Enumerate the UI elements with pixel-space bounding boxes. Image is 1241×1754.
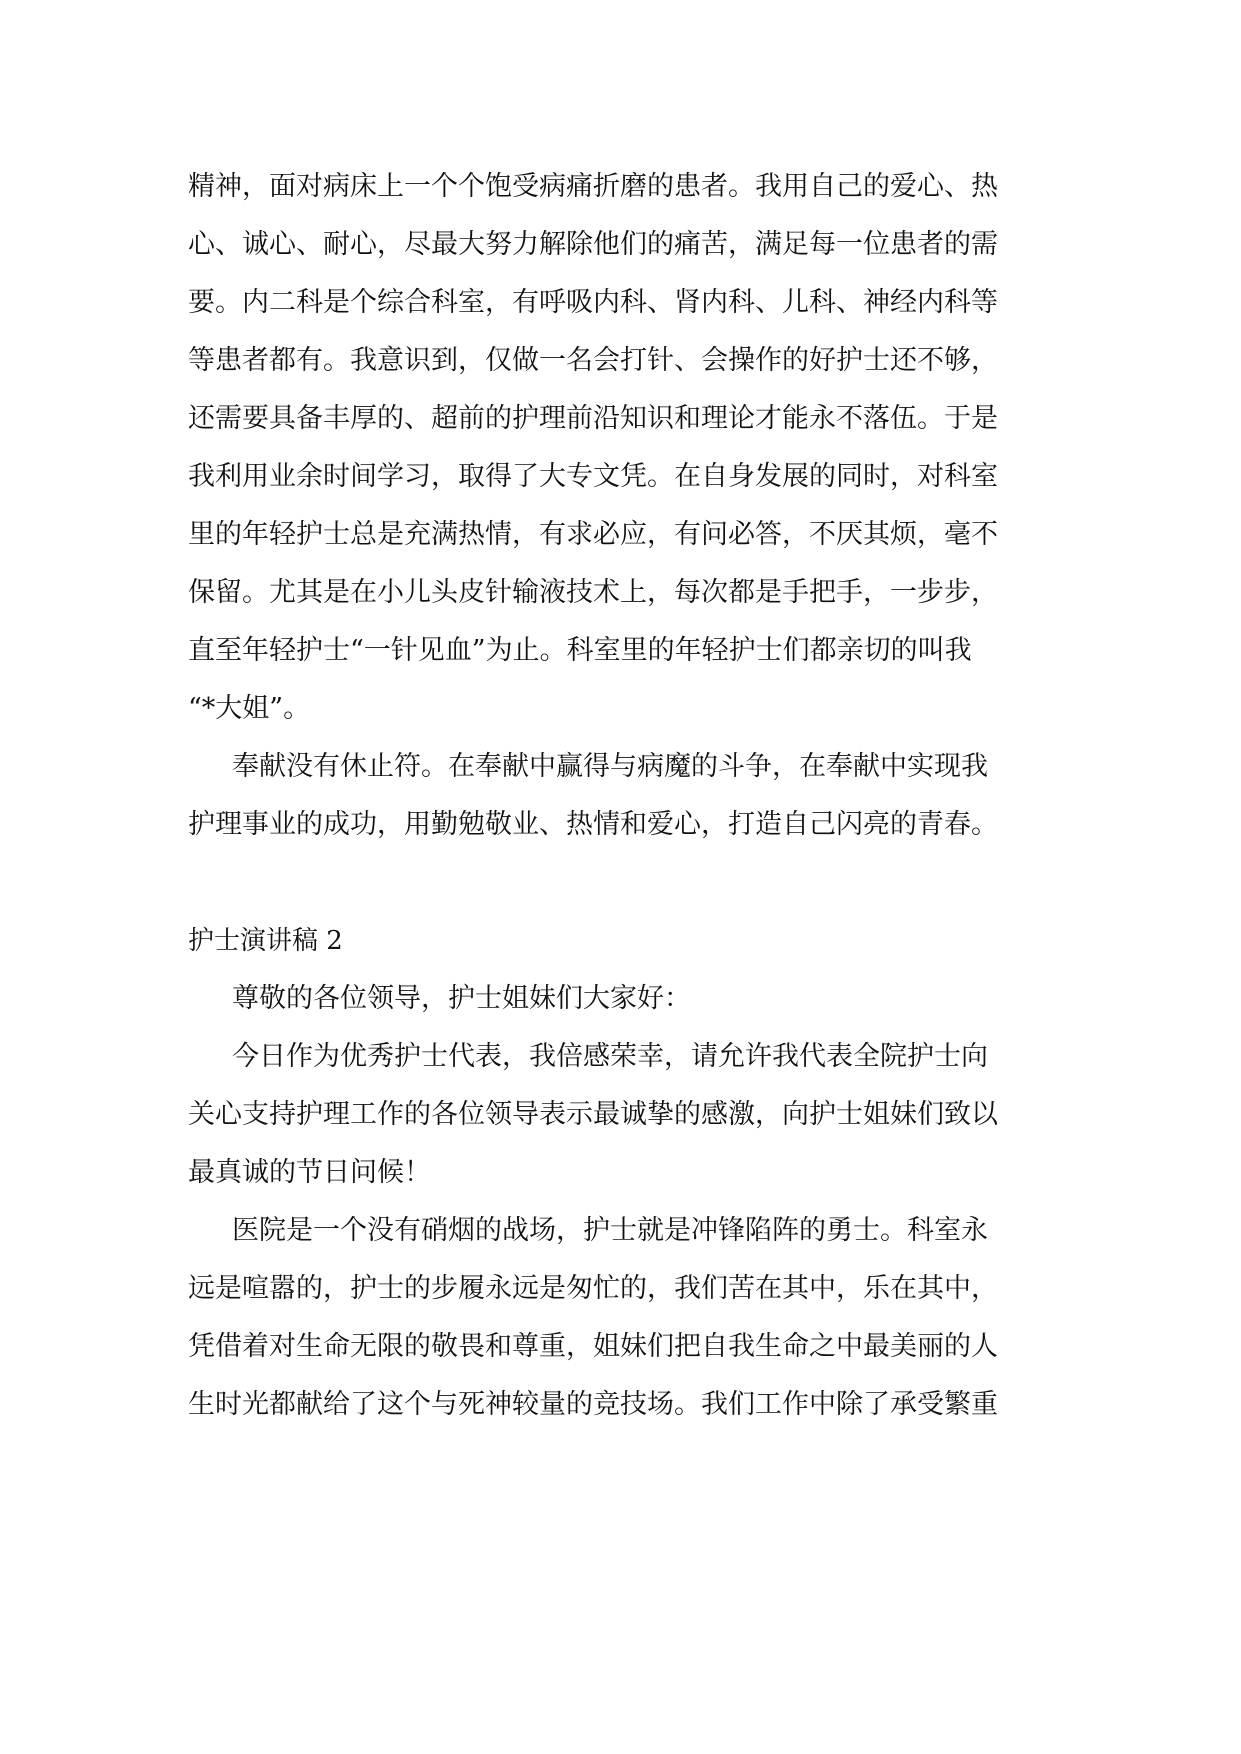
text-line: 精神，面对病床上一个个饱受病痛折磨的患者。我用自己的爱心、热	[188, 171, 998, 202]
text-line: 要。内二科是个综合科室，有呼吸内科、肾内科、儿科、神经内科等	[188, 287, 998, 318]
blank-line	[188, 854, 1054, 912]
text-line: 里的年轻护士总是充满热情，有求必应，有问必答，不厌其烦，毫不	[188, 519, 998, 550]
text-line: 我利用业余时间学习，取得了大专文凭。在自身发展的同时，对科室	[188, 461, 998, 492]
greeting-line: 尊敬的各位领导，护士姐妹们大家好：	[232, 983, 691, 1014]
text-line: 等患者都有。我意识到，仅做一名会打针、会操作的好护士还不够，	[188, 345, 998, 376]
text-line: 生时光都献给了这个与死神较量的竞技场。我们工作中除了承受繁重	[188, 1389, 998, 1420]
section-title: 护士演讲稿 2	[188, 926, 343, 956]
text-line: 今日作为优秀护士代表，我倍感荣幸，请允许我代表全院护士向	[232, 1041, 988, 1072]
text-line: 最真诚的节日问候！	[188, 1157, 431, 1188]
text-line: 奉献没有休止符。在奉献中赢得与病魔的斗争，在奉献中实现我	[232, 751, 988, 782]
text-line: 关心支持护理工作的各位领导表示最诚挚的感激，向护士姐妹们致以	[188, 1099, 998, 1130]
paragraph-thanks	[188, 1028, 1054, 1202]
text-line: 医院是一个没有硝烟的战场，护士就是冲锋陷阵的勇士。科室永	[232, 1215, 988, 1246]
paragraph-hospital	[188, 1202, 1054, 1434]
paragraph-dedication	[188, 738, 1054, 854]
text-line: 护理事业的成功，用勤勉敬业、热情和爱心，打造自己闪亮的青春。	[188, 809, 998, 840]
text-line: 直至年轻护士“一针见血”为止。科室里的年轻护士们都亲切的叫我	[188, 635, 972, 666]
text-line: 保留。尤其是在小儿头皮针输液技术上，每次都是手把手，一步步，	[188, 577, 998, 608]
text-line: “*大姐”。	[188, 693, 311, 724]
text-line: 心、诚心、耐心，尽最大努力解除他们的痛苦，满足每一位患者的需	[188, 229, 998, 260]
text-line: 远是喧嚣的，护士的步履永远是匆忙的，我们苦在其中，乐在其中，	[188, 1273, 998, 1304]
document-body	[188, 158, 1054, 1434]
text-line: 凭借着对生命无限的敬畏和尊重，姐妹们把自我生命之中最美丽的人	[188, 1331, 998, 1362]
paragraph-continued	[188, 158, 1054, 738]
text-line: 还需要具备丰厚的、超前的护理前沿知识和理论才能永不落伍。于是	[188, 403, 998, 434]
